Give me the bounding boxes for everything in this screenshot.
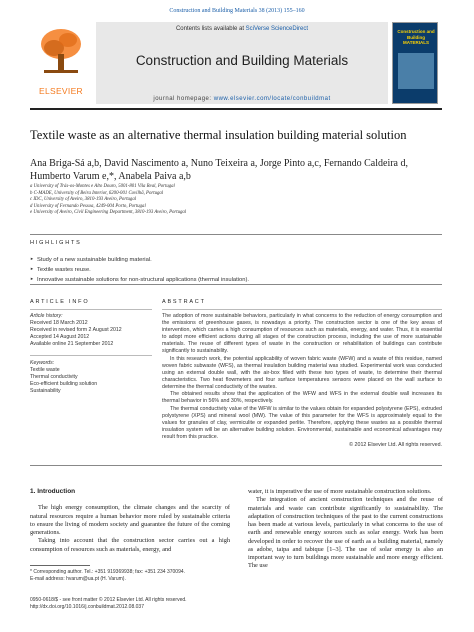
highlights-list xyxy=(30,255,430,284)
article-history xyxy=(30,313,152,348)
affiliation-item: d University of Fernando Pessoa, 4249-004 Porto, Portugal xyxy=(30,203,146,209)
journal-header xyxy=(30,22,438,104)
journal-title: Construction and Building Materials xyxy=(135,53,349,68)
keyword-item: Textile waste xyxy=(30,366,60,373)
article-identifiers xyxy=(30,597,290,610)
abstract-paragraph: In this research work, the potential applicability of woven fabric waste (WFW) and a waste of this residue, named woven fabric subwaste (WFS), as thermal insulation building material was studied. Experimental work was conducted using an external double wall, with the air-box filled with these two types of waste, to determine their thermal characteristics. Two heat flowmeters and four surface temperatures sensors were placed on the wall surface to determine the thermal conductivity of the wastes. xyxy=(162,355,442,390)
abstract-heading: ABSTRACT xyxy=(162,299,206,305)
body-paragraph: Taking into account that the construction sector carries out a high consumption of resources such as materials, energy, and xyxy=(30,537,230,553)
cover-title: Construction and Building MATERIALS xyxy=(397,29,435,45)
sciencedirect-link[interactable]: SciVerse ScienceDirect xyxy=(245,26,309,32)
authors-line-1[interactable]: Ana Briga-Sá a,b, David Nascimento a, Nuno Teixeira a, Jorge Pinto a,c, Fernando Caldeira d, xyxy=(30,158,408,169)
keyword-item: Thermal conductivity xyxy=(30,373,78,380)
section-divider xyxy=(30,465,442,466)
keywords xyxy=(30,360,152,395)
body-paragraph: water, it is imperative the use of more sustainable construction solutions. xyxy=(248,488,432,495)
corresponding-author-note: * Corresponding author. Tel.: +351 919369938; fax: +351 234 370094. xyxy=(30,569,186,575)
history-item: Received in revised form 2 August 2012 xyxy=(30,326,122,333)
affiliation-item: c IDC, University of Aveiro, 3810-193 Aveiro, Portugal xyxy=(30,197,137,202)
section-divider xyxy=(30,284,442,285)
body-paragraph: The high energy consumption, the climate changes and the scarcity of natural resources require a human behavior more ruled by sustainable criteria to ensure the living of modern society and guarantee the future of the coming generations. xyxy=(30,504,230,536)
article-info-rule xyxy=(30,309,152,310)
contents-prefix: Contents lists available at xyxy=(175,26,244,32)
body-right-column xyxy=(248,488,443,571)
cover-image xyxy=(398,53,434,89)
affiliation-item: b C-MADE, University of Beira Interior, 6200-001 Covilhã, Portugal xyxy=(30,190,164,196)
highlight-item: ► Study of a new sustainable building material. xyxy=(30,255,430,265)
email-note[interactable]: E-mail address: hvarum@ua.pt (H. Varum). xyxy=(30,575,126,582)
elsevier-tree-icon xyxy=(36,26,86,76)
header-divider xyxy=(30,108,442,110)
keywords-label: Keywords: xyxy=(30,360,55,366)
homepage-prefix: journal homepage: xyxy=(153,96,212,102)
history-label: Article history: xyxy=(30,313,63,319)
history-item: Available online 21 September 2012 xyxy=(30,340,114,347)
journal-homepage xyxy=(96,96,388,102)
header-band xyxy=(96,22,388,104)
footnotes xyxy=(30,569,240,582)
doi-link[interactable]: http://dx.doi.org/10.1016/j.conbuildmat.2012.08.037 xyxy=(30,603,144,610)
body-left-column xyxy=(30,488,230,554)
highlight-item: ► Textile wastes reuse. xyxy=(30,265,430,275)
article-info-heading: ARTICLE INFO xyxy=(30,299,90,305)
highlight-item: ► Innovative sustainable solutions for non-structural applications (thermal insulation). xyxy=(30,275,430,285)
abstract-paragraph: The obtained results show that the application of the WFW and WFS in the external double wall increases its thermal behavior in 56% and 30%, respectively. xyxy=(162,391,442,405)
abstract-rule xyxy=(162,309,442,310)
elsevier-logo[interactable] xyxy=(30,22,92,104)
abstract-body xyxy=(162,313,442,449)
abstract-paragraph: The thermal conductivity value of the WFW is similar to the values obtain for expanded polystyrene (EPS), extruded polystyrene (XPS) and mineral wool (MW). The value of this parameter for the WFS is approximately equal to the values for granules of clay, vermiculite or expanded perlite. Therefore, applying these wastes as a possible thermal insulation system will be an alternative building solution. Environmental, sustainable and economical advantages may result from this practice. xyxy=(162,406,442,441)
keyword-item: Eco-efficient building solution xyxy=(30,380,98,387)
affiliations xyxy=(30,184,450,217)
contents-line xyxy=(96,26,388,32)
body-paragraph: The integration of ancient construction techniques and the reuse of materials and waste can contribute significantly to sustainability. The adaptation of construction techniques of the past to the current constructions has been made at various levels, particularly in what concerns to the use of earth and renewable energy sources such as solar energy. Work has been developed in order to recover the use of earth as a building material, namely as adobe, taipa and tabique [1–3]. The use of solar energy is also an important way to turn buildings more sustainable and more energy efficient. The use xyxy=(248,496,443,570)
footnote-rule xyxy=(30,565,90,566)
abstract-paragraph: The adoption of more sustainable behaviors, particularly in what concerns to the reduction of energy consumption and the emissions of greenhouse gases, is nowadays a priority. The construction sector is one of the key areas of intervention, which carries a high consumption of resources such as materials, energy, and water. Thus, it is essential to adopt more efficient actions during all stages of the construction process, including the use of more sustainable materials. The reuse of different types of waste in the construction or rehabilitation of buildings can contribute significantly to sustainability. xyxy=(162,313,442,354)
introduction-heading: 1. Introduction xyxy=(30,488,76,495)
article-title: Textile waste as an alternative thermal insulation building material solution xyxy=(30,128,407,142)
publisher-logo-text: ELSEVIER xyxy=(39,86,83,96)
journal-reference[interactable]: Construction and Building Materials 38 (2013) 155–160 xyxy=(169,8,305,14)
history-item: Accepted 14 August 2012 xyxy=(30,333,90,340)
section-divider xyxy=(30,234,442,235)
authors-line-2[interactable]: Humberto Varum e,*, Anabela Paiva a,b xyxy=(30,170,191,182)
highlights-heading: HIGHLIGHTS xyxy=(30,240,82,246)
homepage-link[interactable]: www.elsevier.com/locate/conbuildmat xyxy=(213,96,331,102)
keyword-item: Sustainability xyxy=(30,387,61,394)
keywords-rule xyxy=(30,355,152,356)
copyright-notice: © 2012 Elsevier Ltd. All rights reserved. xyxy=(349,442,442,449)
affiliation-item: e University of Aveiro, Civil Engineering Department, 3810-193 Aveiro, Portugal xyxy=(30,210,187,215)
author-list xyxy=(30,158,450,183)
issn-line: 0950-0618/$ - see front matter © 2012 Elsevier Ltd. All rights reserved. xyxy=(30,597,187,603)
affiliation-item: a University of Trás-os-Montes e Alto Douro, 5001-801 Vila Real, Portugal xyxy=(30,184,175,189)
history-item: Received 18 March 2012 xyxy=(30,319,88,326)
journal-cover[interactable] xyxy=(392,22,438,104)
